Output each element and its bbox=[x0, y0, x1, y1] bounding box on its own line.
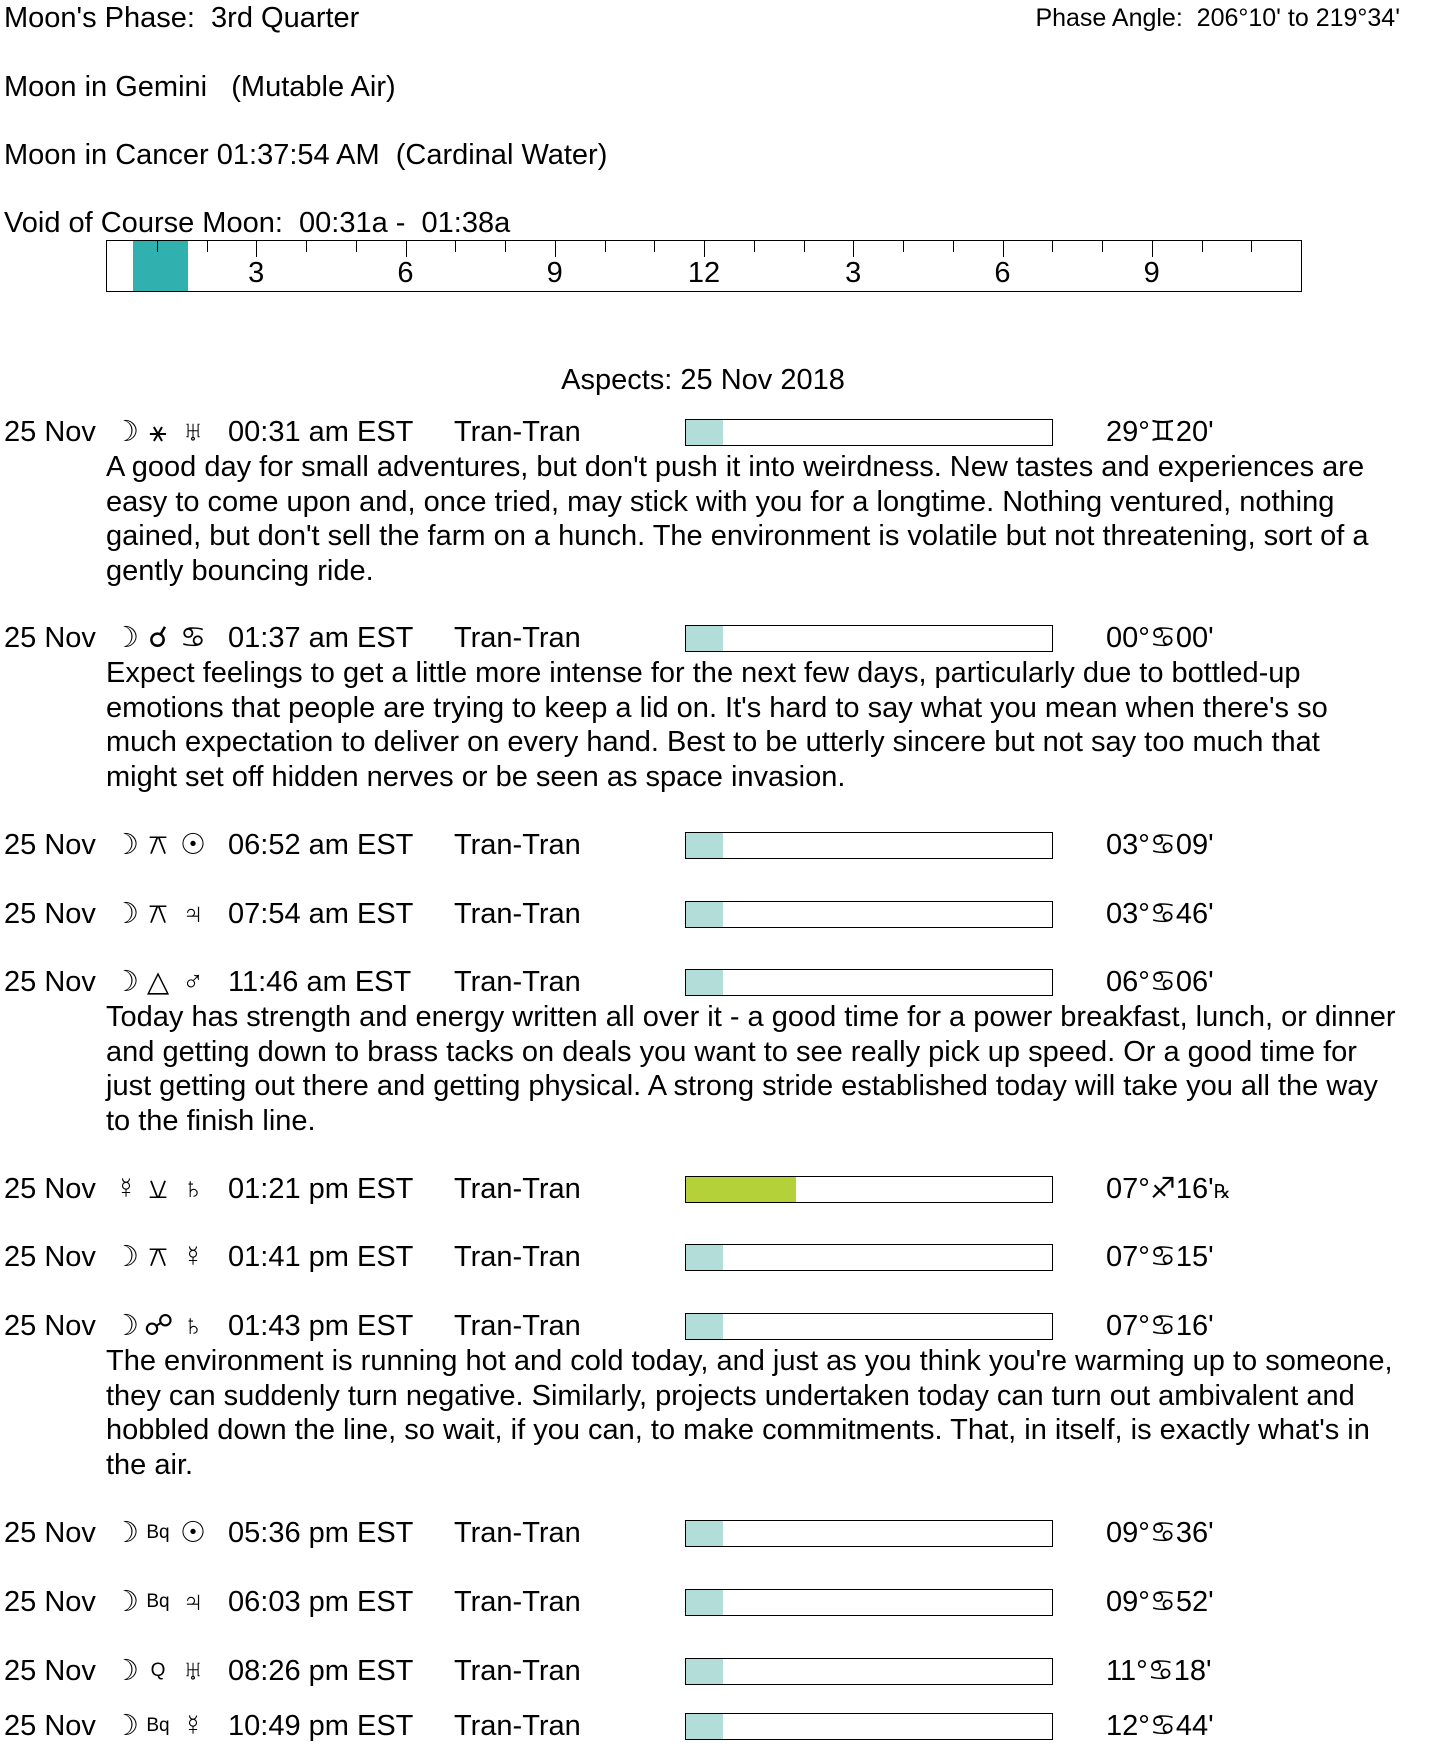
strength-bar bbox=[685, 1244, 1053, 1271]
timeline-tick bbox=[704, 241, 705, 257]
aspect-position bbox=[1106, 827, 1214, 867]
cancer-sign-icon: ♋ bbox=[1149, 1586, 1176, 1618]
aspect-kind: Tran-Tran bbox=[454, 622, 581, 654]
timeline-tick bbox=[1251, 241, 1252, 252]
strength-bar-fill bbox=[686, 1314, 723, 1339]
aspect-date: 25 Nov bbox=[4, 829, 96, 861]
moon-icon: ☽ bbox=[113, 1310, 139, 1342]
cancer-sign-icon: ♋ bbox=[1149, 829, 1176, 861]
aspect-date: 25 Nov bbox=[4, 1241, 96, 1273]
timeline-hour-label: 6 bbox=[994, 257, 1011, 289]
quincunx-icon: ⚻ bbox=[148, 1241, 168, 1273]
timeline-tick bbox=[555, 241, 556, 257]
sagittarius-sign-icon: ♐ bbox=[1149, 1173, 1176, 1205]
aspect-row bbox=[0, 1515, 1447, 1551]
position-minutes: 52' bbox=[1175, 1586, 1214, 1618]
aspect-time: 10:49 pm EST bbox=[228, 1710, 414, 1742]
position-minutes: 15' bbox=[1175, 1241, 1214, 1273]
aspect-row bbox=[0, 827, 1447, 863]
position-minutes: 46' bbox=[1175, 898, 1214, 930]
cancer-sign-icon: ♋ bbox=[1149, 898, 1176, 930]
aspect-entry bbox=[0, 896, 1447, 932]
timeline-hour-label: 9 bbox=[546, 257, 563, 289]
strength-bar-fill bbox=[686, 970, 723, 995]
timeline-tick bbox=[207, 241, 208, 252]
aspect-row bbox=[0, 1239, 1447, 1275]
cancer-sign-icon: ♋ bbox=[1149, 1517, 1176, 1549]
timeline-hour-label: 3 bbox=[845, 257, 862, 289]
aspect-time: 05:36 pm EST bbox=[228, 1517, 414, 1549]
biquintile-icon: Bq bbox=[146, 1591, 170, 1612]
aspect-entry bbox=[0, 1584, 1447, 1620]
timeline-tick bbox=[306, 241, 307, 252]
strength-bar bbox=[685, 1176, 1053, 1203]
aspect-time: 11:46 am EST bbox=[228, 966, 412, 998]
aspect-entry bbox=[0, 827, 1447, 863]
aspect-kind: Tran-Tran bbox=[454, 1241, 581, 1273]
timeline-tick bbox=[1102, 241, 1103, 252]
moon-icon: ☽ bbox=[113, 898, 139, 930]
aspect-entry bbox=[0, 620, 1447, 794]
semisextile-icon: ⚺ bbox=[148, 1173, 168, 1205]
position-degree: 09° bbox=[1106, 1586, 1150, 1618]
position-minutes: 09' bbox=[1175, 829, 1214, 861]
aspect-entry bbox=[0, 1653, 1447, 1689]
aspect-time: 06:52 am EST bbox=[228, 829, 414, 861]
moon-sign: Moon in Gemini (Mutable Air) bbox=[4, 71, 396, 103]
position-degree: 29° bbox=[1106, 416, 1150, 448]
cancer-sign-icon: ♋ bbox=[1149, 622, 1176, 654]
position-degree: 12° bbox=[1106, 1710, 1150, 1742]
aspect-position bbox=[1106, 1653, 1212, 1693]
aspect-position bbox=[1106, 1515, 1214, 1555]
sextile-icon: ⚹ bbox=[149, 416, 167, 448]
timeline-tick bbox=[804, 241, 805, 252]
timeline-tick bbox=[654, 241, 655, 252]
mars-icon: ♂ bbox=[182, 966, 204, 998]
strength-bar bbox=[685, 832, 1053, 859]
position-degree: 03° bbox=[1106, 898, 1150, 930]
saturn-icon: ♄ bbox=[182, 1173, 204, 1205]
aspect-row bbox=[0, 414, 1447, 450]
opposition-icon: ☍ bbox=[144, 1310, 174, 1342]
aspect-entry bbox=[0, 1171, 1447, 1207]
strength-bar-fill bbox=[686, 420, 723, 445]
timeline-tick bbox=[605, 241, 606, 252]
position-degree: 11° bbox=[1106, 1655, 1148, 1687]
timeline-tick bbox=[903, 241, 904, 252]
timeline-tick bbox=[1152, 241, 1153, 257]
aspect-entry bbox=[0, 964, 1447, 1138]
aspect-position bbox=[1106, 1584, 1214, 1624]
aspect-entry bbox=[0, 1239, 1447, 1275]
strength-bar bbox=[685, 625, 1053, 652]
gemini-sign-icon: ♊ bbox=[1149, 416, 1176, 448]
timeline-hour-label: 6 bbox=[397, 257, 414, 289]
timeline-hour-label: 3 bbox=[248, 257, 265, 289]
aspect-date: 25 Nov bbox=[4, 1173, 96, 1205]
void-period-fill bbox=[133, 241, 188, 291]
aspect-date: 25 Nov bbox=[4, 416, 96, 448]
aspect-time: 00:31 am EST bbox=[228, 416, 414, 448]
moon-icon: ☽ bbox=[113, 1655, 139, 1687]
mercury-icon: ☿ bbox=[115, 1173, 137, 1205]
moon-icon: ☽ bbox=[113, 416, 139, 448]
timeline-hour-label: 12 bbox=[687, 257, 721, 289]
timeline-tick bbox=[1052, 241, 1053, 252]
aspect-kind: Tran-Tran bbox=[454, 829, 581, 861]
position-minutes: 00' bbox=[1175, 622, 1214, 654]
cancer-icon: ♋ bbox=[180, 622, 206, 654]
timeline-tick bbox=[1003, 241, 1004, 257]
aspect-position bbox=[1106, 964, 1214, 1004]
position-degree: 03° bbox=[1106, 829, 1150, 861]
aspect-time: 01:43 pm EST bbox=[228, 1310, 414, 1342]
aspect-row bbox=[0, 896, 1447, 932]
retrograde-icon: ℞ bbox=[1213, 1182, 1231, 1203]
aspect-kind: Tran-Tran bbox=[454, 416, 581, 448]
void-of-course-timeline bbox=[106, 240, 1302, 292]
strength-bar-fill bbox=[686, 1521, 723, 1546]
timeline-tick bbox=[157, 241, 158, 252]
strength-bar-fill bbox=[686, 902, 723, 927]
aspect-description: A good day for small adventures, but don't push it into weirdness. New tastes and experiences are easy to come upon and, once tried, may stick with you for a longtime. Nothing ventured, nothing gained, but don't sell the farm on a hunch. The environment is volatile but not threatening, sort of a gently bouncing ride. bbox=[106, 451, 1369, 587]
strength-bar bbox=[685, 901, 1053, 928]
trine-icon: △ bbox=[146, 966, 170, 998]
timeline-hour-label: 9 bbox=[1143, 257, 1160, 289]
aspect-entry bbox=[0, 414, 1447, 588]
aspect-position bbox=[1106, 1308, 1214, 1348]
position-minutes: 36' bbox=[1175, 1517, 1214, 1549]
moon-icon: ☽ bbox=[113, 1517, 139, 1549]
aspect-row bbox=[0, 1308, 1447, 1344]
timeline-tick bbox=[953, 241, 954, 252]
biquintile-icon: Bq bbox=[146, 1522, 170, 1543]
strength-bar-fill bbox=[686, 1714, 723, 1739]
aspect-row bbox=[0, 1171, 1447, 1207]
moon-icon: ☽ bbox=[113, 622, 139, 654]
cancer-sign-icon: ♋ bbox=[1147, 1655, 1174, 1687]
timeline-tick bbox=[256, 241, 257, 257]
jupiter-icon: ♃ bbox=[182, 1586, 204, 1618]
aspect-date: 25 Nov bbox=[4, 1310, 96, 1342]
aspect-position bbox=[1106, 1708, 1214, 1748]
aspect-time: 01:21 pm EST bbox=[228, 1173, 414, 1205]
cancer-sign-icon: ♋ bbox=[1149, 1310, 1176, 1342]
timeline-tick bbox=[455, 241, 456, 252]
timeline-tick bbox=[754, 241, 755, 252]
aspect-kind: Tran-Tran bbox=[454, 966, 581, 998]
aspect-entry bbox=[0, 1308, 1447, 1482]
moon-ingress: Moon in Cancer 01:37:54 AM (Cardinal Water) bbox=[4, 139, 608, 171]
quincunx-icon: ⚻ bbox=[148, 898, 168, 930]
aspect-position bbox=[1106, 414, 1214, 454]
aspect-position bbox=[1106, 620, 1214, 660]
aspect-row bbox=[0, 1708, 1447, 1744]
strength-bar-fill bbox=[686, 1177, 796, 1202]
position-minutes: 18' bbox=[1173, 1655, 1212, 1687]
cancer-sign-icon: ♋ bbox=[1149, 966, 1176, 998]
aspect-row bbox=[0, 620, 1447, 656]
position-degree: 07° bbox=[1106, 1310, 1150, 1342]
aspect-kind: Tran-Tran bbox=[454, 1517, 581, 1549]
aspect-kind: Tran-Tran bbox=[454, 1586, 581, 1618]
aspect-time: 06:03 pm EST bbox=[228, 1586, 414, 1618]
cancer-sign-icon: ♋ bbox=[1149, 1710, 1176, 1742]
aspect-time: 08:26 pm EST bbox=[228, 1655, 414, 1687]
position-degree: 07° bbox=[1106, 1241, 1150, 1273]
position-degree: 06° bbox=[1106, 966, 1150, 998]
position-minutes: 16' bbox=[1175, 1173, 1214, 1205]
timeline-tick bbox=[505, 241, 506, 252]
aspect-entry bbox=[0, 1515, 1447, 1551]
aspect-date: 25 Nov bbox=[4, 898, 96, 930]
timeline-tick bbox=[853, 241, 854, 257]
aspect-date: 25 Nov bbox=[4, 622, 96, 654]
sun-icon: ☉ bbox=[180, 1517, 206, 1549]
moon-icon: ☽ bbox=[113, 1710, 139, 1742]
aspect-kind: Tran-Tran bbox=[454, 1710, 581, 1742]
aspect-description: Today has strength and energy written all over it - a good time for a power breakfast, lunch, or dinner and getting down to brass tacks on deals you want to see really pick up speed. Or a good time for just getting out there and getting physical. A strong stride established today will take you all the way to the finish line. bbox=[106, 1001, 1396, 1137]
moon-icon: ☽ bbox=[113, 1586, 139, 1618]
strength-bar bbox=[685, 1658, 1053, 1685]
moon-icon: ☽ bbox=[113, 1241, 139, 1273]
cancer-sign-icon: ♋ bbox=[1149, 1241, 1176, 1273]
position-minutes: 44' bbox=[1175, 1710, 1214, 1742]
strength-bar bbox=[685, 1520, 1053, 1547]
aspect-kind: Tran-Tran bbox=[454, 1310, 581, 1342]
position-degree: 09° bbox=[1106, 1517, 1150, 1549]
quintile-icon: Q bbox=[150, 1660, 166, 1681]
strength-bar-fill bbox=[686, 626, 723, 651]
moon-icon: ☽ bbox=[113, 966, 139, 998]
strength-bar bbox=[685, 419, 1053, 446]
aspect-kind: Tran-Tran bbox=[454, 1655, 581, 1687]
biquintile-icon: Bq bbox=[146, 1715, 170, 1736]
strength-bar-fill bbox=[686, 1590, 723, 1615]
strength-bar-fill bbox=[686, 1245, 723, 1270]
jupiter-icon: ♃ bbox=[182, 898, 204, 930]
aspect-date: 25 Nov bbox=[4, 1517, 96, 1549]
phase-angle: Phase Angle: 206°10' to 219°34' bbox=[1035, 4, 1400, 32]
quincunx-icon: ⚻ bbox=[148, 829, 168, 861]
void-of-course: Void of Course Moon: 00:31a - 01:38a bbox=[4, 207, 511, 239]
aspect-kind: Tran-Tran bbox=[454, 1173, 581, 1205]
position-degree: 00° bbox=[1106, 622, 1150, 654]
aspect-row bbox=[0, 1584, 1447, 1620]
moon-phase: Moon's Phase: 3rd Quarter bbox=[4, 2, 360, 34]
aspect-time: 07:54 am EST bbox=[228, 898, 414, 930]
conjunction-icon: ☌ bbox=[148, 622, 168, 654]
strength-bar bbox=[685, 1713, 1053, 1740]
aspect-kind: Tran-Tran bbox=[454, 898, 581, 930]
aspect-entry bbox=[0, 1708, 1447, 1744]
aspect-time: 01:41 pm EST bbox=[228, 1241, 414, 1273]
position-minutes: 20' bbox=[1175, 416, 1214, 448]
aspect-description: Expect feelings to get a little more intense for the next few days, particularly due to bottled-up emotions that people are trying to keep a lid on. It's hard to say what you mean when there's so much expectation to deliver on every hand. Best to be utterly sincere but not say too much that might set off hidden nerves or be seen as space invasion. bbox=[106, 657, 1328, 793]
aspect-date: 25 Nov bbox=[4, 1710, 96, 1742]
uranus-icon: ♅ bbox=[182, 416, 204, 448]
timeline-tick bbox=[356, 241, 357, 252]
aspect-description: The environment is running hot and cold today, and just as you think you're warming up to someone, they can suddenly turn negative. Similarly, projects undertaken today can turn out ambivalent and hobbled down the line, so wait, if you can, to make commitments. That, in itself, is exactly what's in the air. bbox=[106, 1345, 1393, 1481]
aspect-date: 25 Nov bbox=[4, 966, 96, 998]
aspect-row bbox=[0, 964, 1447, 1000]
aspect-position bbox=[1106, 896, 1214, 936]
mercury-icon: ☿ bbox=[182, 1241, 204, 1273]
aspect-position bbox=[1106, 1171, 1231, 1211]
mercury-icon: ☿ bbox=[182, 1710, 204, 1742]
aspect-date: 25 Nov bbox=[4, 1655, 96, 1687]
strength-bar bbox=[685, 969, 1053, 996]
timeline-tick bbox=[406, 241, 407, 257]
moon-icon: ☽ bbox=[113, 829, 139, 861]
strength-bar bbox=[685, 1589, 1053, 1616]
strength-bar-fill bbox=[686, 1659, 723, 1684]
position-degree: 07° bbox=[1106, 1173, 1150, 1205]
aspect-date: 25 Nov bbox=[4, 1586, 96, 1618]
aspect-time: 01:37 am EST bbox=[228, 622, 414, 654]
saturn-icon: ♄ bbox=[182, 1310, 204, 1342]
uranus-icon: ♅ bbox=[182, 1655, 204, 1687]
timeline-tick bbox=[1202, 241, 1203, 252]
position-minutes: 06' bbox=[1175, 966, 1214, 998]
aspect-row bbox=[0, 1653, 1447, 1689]
position-minutes: 16' bbox=[1175, 1310, 1214, 1342]
aspect-position bbox=[1106, 1239, 1214, 1279]
sun-icon: ☉ bbox=[180, 829, 206, 861]
aspects-title: Aspects: 25 Nov 2018 bbox=[561, 364, 845, 396]
strength-bar-fill bbox=[686, 833, 723, 858]
strength-bar bbox=[685, 1313, 1053, 1340]
